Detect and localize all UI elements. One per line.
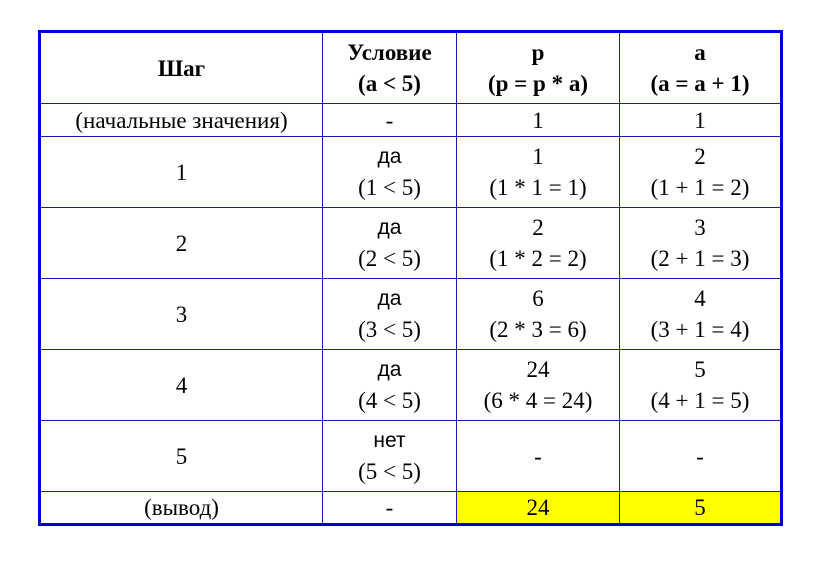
step-row-2 [40,208,782,279]
step-p [457,279,620,350]
condition-check: (1 < 5) [358,175,421,200]
p-value: - [534,443,542,469]
header-p-title: p [531,40,545,65]
step-row-3 [40,279,782,350]
step-number: 5 [40,421,323,492]
step-condition [323,350,457,421]
p-value: 2 [532,215,544,240]
header-a [620,32,782,104]
header-step [40,32,323,104]
condition-check: (3 < 5) [358,317,421,342]
a-value: 3 [694,215,706,240]
step-condition [323,208,457,279]
condition-result: да [377,216,402,239]
output-row [40,492,782,525]
condition-result: нет [373,429,406,452]
step-condition [323,137,457,208]
initial-row [40,104,782,137]
header-p [457,32,620,104]
step-p [457,208,620,279]
p-calculation: (1 * 1 = 1) [489,175,587,200]
step-number: 3 [40,279,323,350]
header-condition [323,32,457,104]
a-calculation: (2 + 1 = 3) [650,246,750,271]
a-calculation: (4 + 1 = 5) [650,388,750,413]
step-p [457,137,620,208]
condition-check: (5 < 5) [358,459,421,484]
output-label: (вывод) [40,492,323,525]
a-value: 2 [694,144,706,169]
a-calculation: (3 + 1 = 4) [650,317,750,342]
step-a [620,279,782,350]
condition-result: да [377,358,402,381]
output-a: 5 [620,492,782,525]
condition-check: (4 < 5) [358,388,421,413]
trace-table [38,30,783,526]
header-step-label: Шаг [157,55,206,81]
p-calculation: (1 * 2 = 2) [489,246,587,271]
header-row [40,32,782,104]
step-number: 4 [40,350,323,421]
header-condition-title: Условие [347,40,432,65]
initial-label: (начальные значения) [40,104,323,137]
condition-check: (2 < 5) [358,246,421,271]
initial-condition: - [323,104,457,137]
step-p [457,350,620,421]
header-condition-expr: (a < 5) [358,71,421,96]
p-calculation: (6 * 4 = 24) [483,388,593,413]
step-condition [323,279,457,350]
p-value: 6 [532,286,544,311]
step-p [457,421,620,492]
p-value: 1 [532,144,544,169]
step-row-4 [40,350,782,421]
header-a-expr: (a = a + 1) [650,71,750,96]
output-condition: - [323,492,457,525]
output-p: 24 [457,492,620,525]
initial-p: 1 [457,104,620,137]
header-p-expr: (p = p * a) [487,71,588,96]
a-value: - [696,443,704,469]
step-a [620,208,782,279]
step-number: 1 [40,137,323,208]
step-number: 2 [40,208,323,279]
condition-result: да [377,145,402,168]
step-a [620,350,782,421]
p-value: 24 [526,357,550,382]
step-a [620,421,782,492]
header-a-title: a [694,40,706,65]
condition-result: да [377,287,402,310]
a-value: 5 [694,357,706,382]
step-row-1 [40,137,782,208]
a-calculation: (1 + 1 = 2) [650,175,750,200]
p-calculation: (2 * 3 = 6) [489,317,587,342]
initial-a: 1 [620,104,782,137]
step-row-5 [40,421,782,492]
a-value: 4 [694,286,706,311]
step-a [620,137,782,208]
step-condition [323,421,457,492]
